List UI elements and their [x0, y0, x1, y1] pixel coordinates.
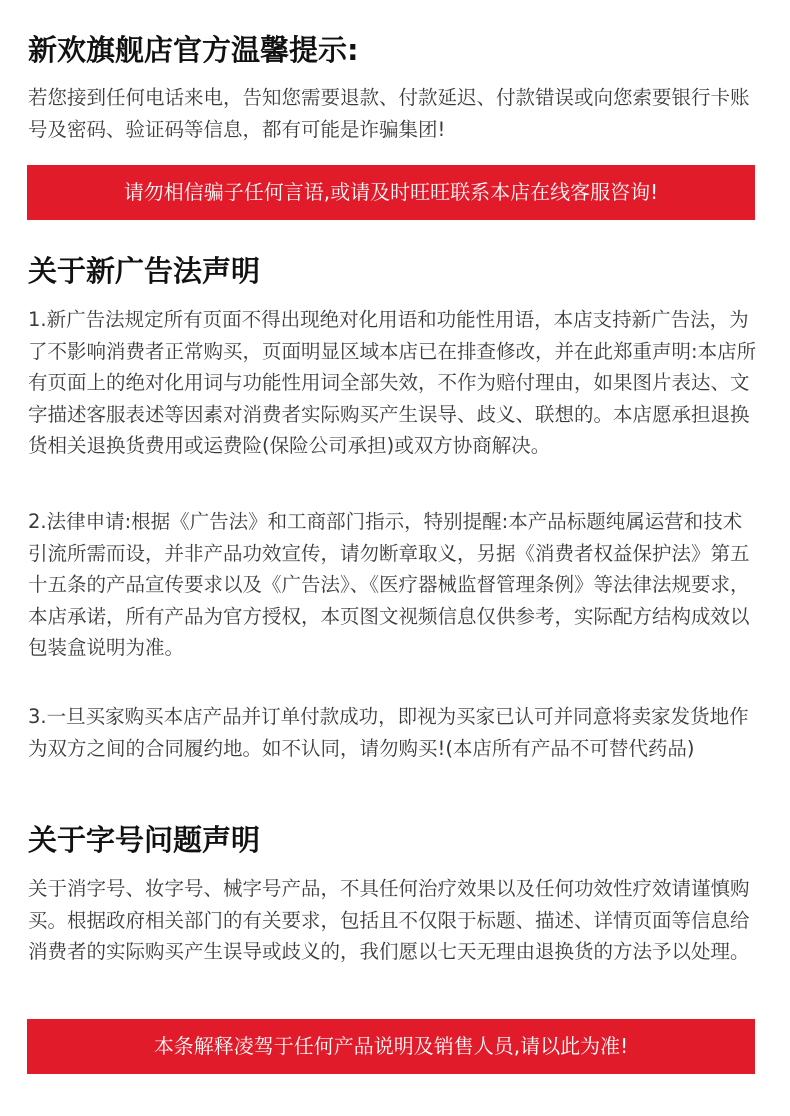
- warning-body: 若您接到任何电话来电，告知您需要退款、付款延迟、付款错误或向您索要银行卡账号及密码、验证码等信息，都有可能是诈骗集团!: [28, 86, 750, 141]
- ad-law-item-1: 1.新广告法规定所有页面不得出现绝对化用语和功能性用语，本店支持新广告法，为了不影响消费者正常购买，页面明显区域本店已在排查修改，并在此郑重声明:本店所有页面上的绝对化用词与功能性用词全部失效，不作为赔付理由，如果图片表达、文字描述客服表述等因素对消费者实际购买产生误导、歧义、联想的。本店愿承担退换货相关退换货费用或运费险(保险公司承担)或双方协商解决。: [28, 308, 757, 457]
- warning-title: 新欢旗舰店官方温馨提示:: [28, 33, 359, 67]
- final-banner: 本条解释凌驾于任何产品说明及销售人员,请以此为准!: [27, 1019, 755, 1074]
- warning-banner: 请勿相信骗子任何言语,或请及时旺旺联系本店在线客服咨询!: [27, 165, 755, 220]
- font-size-body: 关于消字号、妆字号、械字号产品，不具任何治疗效果以及任何功效性疗效请谨慎购买。根据政府相关部门的有关要求，包括且不仅限于标题、描述、详情页面等信息给消费者的实际购买产生误导或歧义的，我们愿以七天无理由退换货的方法予以处理。: [28, 877, 750, 963]
- font-size-title: 关于字号问题声明: [28, 823, 261, 857]
- ad-law-item-3: 3.一旦买家购买本店产品并订单付款成功，即视为买家已认可并同意将卖家发货地作为双方之间的合同履约地。如不认同，请勿购买!(本店所有产品不可替代药品): [28, 705, 749, 760]
- ad-law-title: 关于新广告法声明: [28, 254, 261, 288]
- ad-law-item-2: 2.法律申请:根据《广告法》和工商部门指示，特别提醒:本产品标题纯属运营和技术引流所需而设，并非产品功效宣传，请勿断章取义，另据《消费者权益保护法》第五十五条的产品宣传要求以及《广告法》、《医疗器械监督管理条例》等法律法规要求，本店承诺，所有产品为官方授权，本页图文视频信息仅供参考，实际配方结构成效以包装盒说明为准。: [28, 510, 750, 659]
